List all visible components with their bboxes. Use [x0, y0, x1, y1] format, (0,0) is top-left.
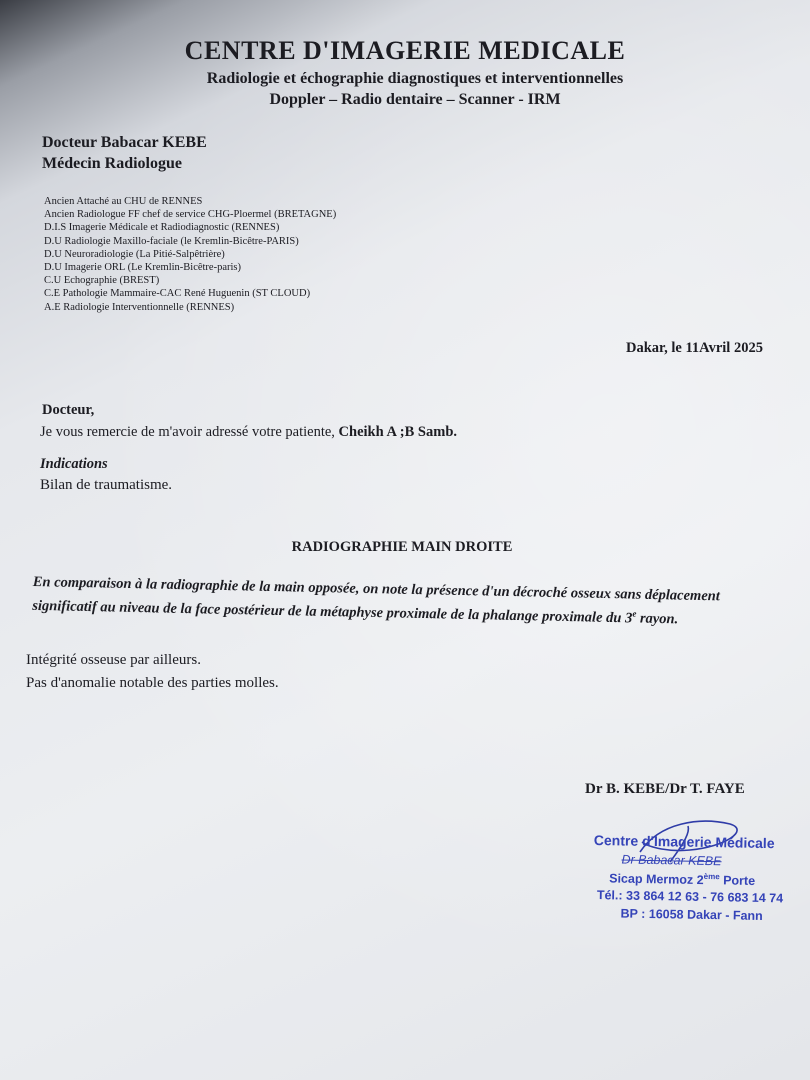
stamp-doctor: Dr Babacar KEBE: [621, 852, 722, 869]
signatories: Dr B. KEBE/Dr T. FAYE: [585, 781, 745, 797]
thanks-text: Je vous remercie de m'avoir adressé votre patiente,: [40, 424, 339, 440]
greeting: Docteur,: [42, 402, 95, 418]
stamp-address: Sicap Mermoz 2ème Porte: [609, 871, 756, 888]
credential-item: C.E Pathologie Mammaire-CAC René Huguenin (ST CLOUD): [44, 288, 311, 300]
finding-paragraph: En comparaison à la radiographie de la main opposée, on note la présence d'un décroché osseux sans déplacement significatif au niveau de la face postérieur de la métaphyse proximale de la phalange proximale du 3e rayon.: [32, 573, 720, 628]
letter-date: Dakar, le 11Avril 2025: [626, 340, 763, 356]
stamp-phone: Tél.: 33 864 12 63 - 76 683 14 74: [596, 888, 784, 906]
subtitle-modalities: Doppler – Radio dentaire – Scanner - IRM: [269, 91, 561, 108]
indications-text: Bilan de traumatisme.: [40, 477, 173, 493]
credential-item: Ancien Attaché au CHU de RENNES: [44, 196, 203, 207]
credential-item: Ancien Radiologue FF chef de service CHG-Ploermel (BRETAGNE): [44, 209, 337, 221]
subtitle-specialties: Radiologie et échographie diagnostiques et interventionnelles: [206, 70, 624, 87]
credential-item: C.U Echographie (BREST): [44, 275, 160, 287]
doctor-name: Docteur Babacar KEBE: [42, 134, 207, 151]
credential-item: D.U Neuroradiologie (La Pitié-Salpêtrière): [44, 248, 225, 260]
page-title: CENTRE D'IMAGERIE MEDICALE: [184, 36, 626, 65]
indications-label: Indications: [40, 456, 108, 472]
patient-name: Cheikh A ;B Samb.: [338, 424, 458, 440]
thanks-line: [40, 424, 457, 441]
stamp-po-box: BP : 16058 Dakar - Fann: [620, 906, 763, 923]
credential-item: A.E Radiologie Interventionnelle (RENNES): [44, 301, 235, 313]
credential-item: D.I.S Imagerie Médicale et Radiodiagnostic (RENNES): [44, 222, 280, 234]
stamp-clinic-name: Centre d'Imagerie Médicale: [593, 832, 775, 852]
exam-title: RADIOGRAPHIE MAIN DROITE: [291, 539, 513, 555]
credential-item: D.U Radiologie Maxillo-faciale (le Kremlin-Bicêtre-PARIS): [44, 235, 299, 247]
credentials-list: [44, 195, 336, 314]
conclusion-line-2: Pas d'anomalie notable des parties molles.: [26, 675, 279, 691]
doctor-role: Médecin Radiologue: [42, 155, 182, 172]
credential-item: D.U Imagerie ORL (Le Kremlin-Bicêtre-paris): [44, 262, 241, 274]
conclusion-line-1: Intégrité osseuse par ailleurs.: [26, 652, 201, 668]
